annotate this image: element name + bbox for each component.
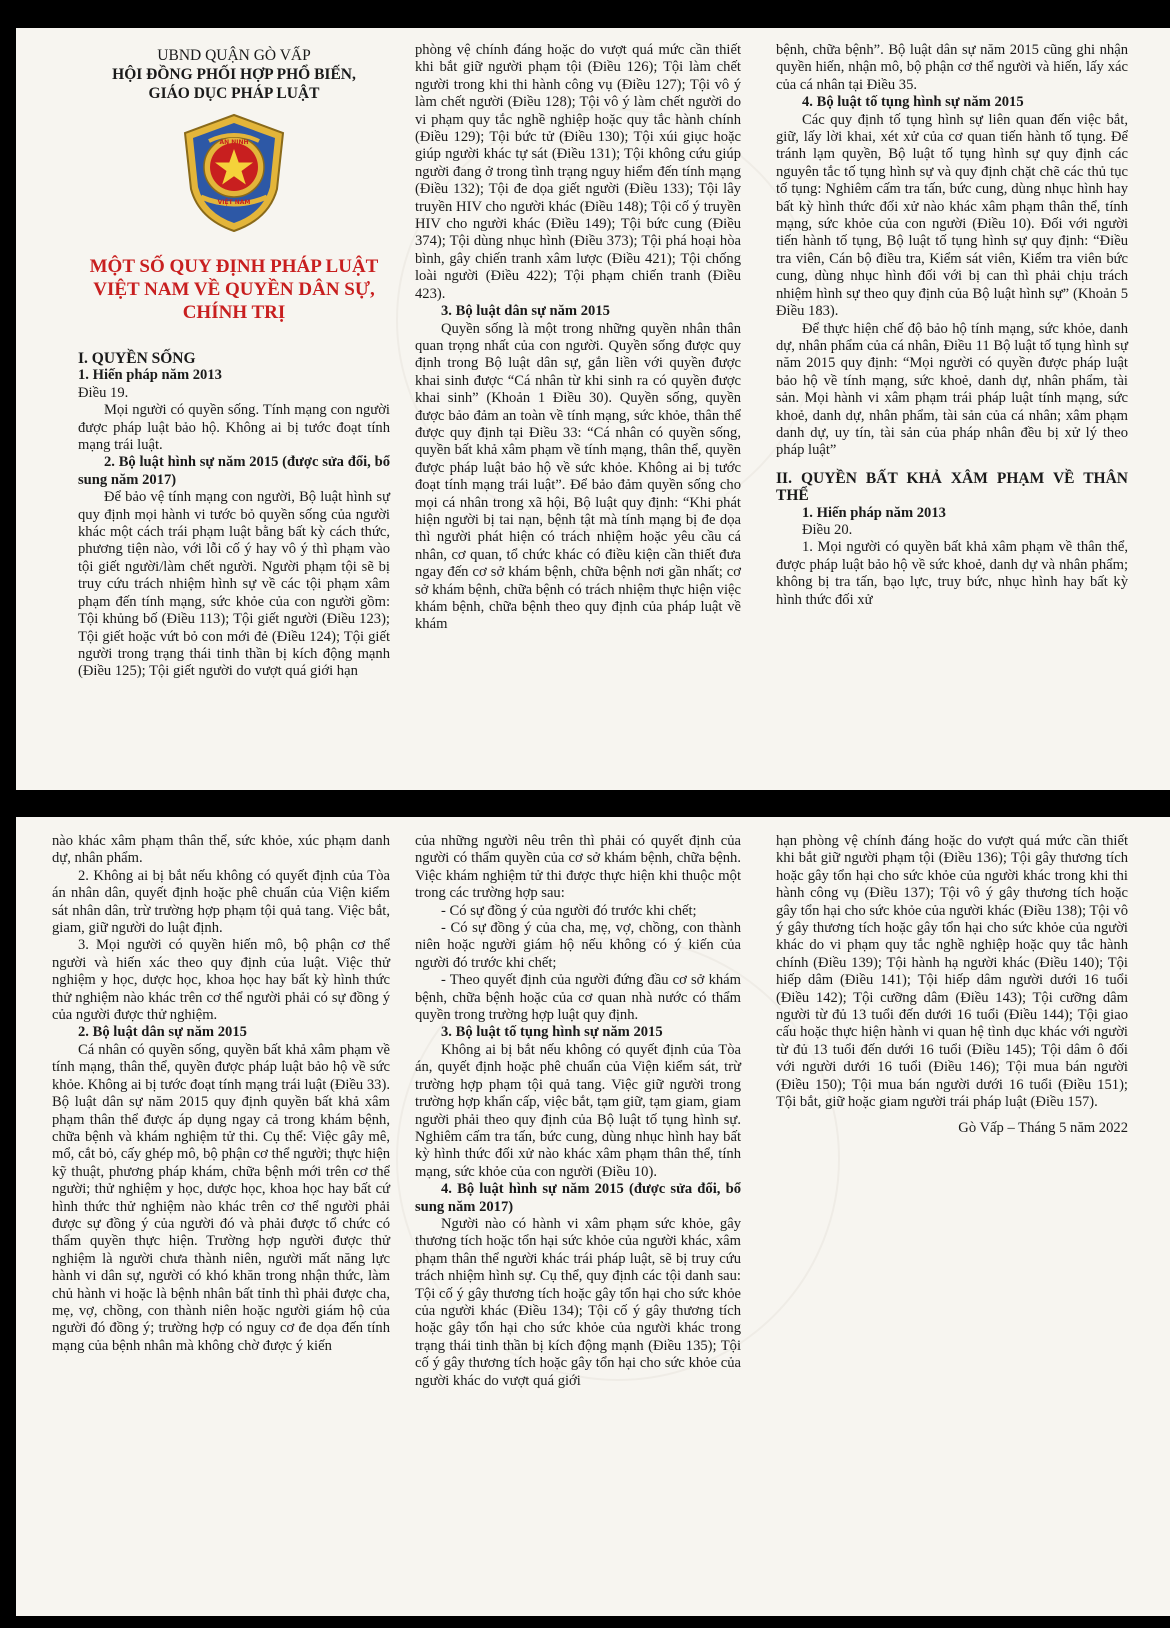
paragraph: 1. Mọi người có quyền bất khả xâm phạm về thân thể, được pháp luật bảo hộ về sức khoẻ, danh dự và nhân phẩm; không bị tra tấn, bạo lực, truy bức, nhục hình hay bất kỳ hình thức đối xử <box>776 539 1128 608</box>
paragraph: của những người nêu trên thì phải có quyết định của người có thẩm quyền của cơ sở khám bệnh, chữa bệnh. Việc khám nghiệm tử thi được thực hiện khi thuộc một trong các trường hợp sau: <box>415 833 741 902</box>
page1-col1-text <box>78 350 390 681</box>
police-emblem-icon <box>179 111 289 235</box>
chapter-heading: II. QUYỀN BẤT KHẢ XÂM PHẠM VỀ THÂN THỂ <box>776 469 1128 505</box>
signature-line: Gò Vấp – Tháng 5 năm 2022 <box>958 1119 1128 1136</box>
section-heading: 1. Hiến pháp năm 2013 <box>802 504 946 521</box>
section-heading: 4. Bộ luật hình sự năm 2015 (được sửa đổi, bổ sung năm 2017) <box>415 1181 741 1215</box>
paragraph: - Có sự đồng ý của cha, mẹ, vợ, chồng, con thành niên hoặc người giám hộ nếu không có ý kiến của người đó trước khi chết; <box>415 920 741 971</box>
page2-col1-text <box>52 833 390 1355</box>
paragraph: Điều 20. <box>802 521 853 538</box>
page2-col3-text <box>776 833 1128 1137</box>
section-heading: 2. Bộ luật dân sự năm 2015 <box>78 1024 247 1041</box>
paragraph: Để bảo vệ tính mạng con người, Bộ luật hình sự quy định mọi hành vi tước bỏ quyền sống của người khác một cách trái phạm luật bằng bất kỳ cách thức, phương tiện nào, với lỗi cố ý hay vô ý thì phạm vào tội giết người/làm chết người. Người phạm tội sẽ bị truy cứu trách nhiệm hình sự về các tội phạm xâm phạm đến tính mạng, sức khỏe của con người gồm: Tội khủng bố (Điều 113); Tội giết người (Điều 123); Tội giết hoặc vứt bỏ con mới đẻ (Điều 124); Tội giết người trong trạng thái tinh thần bị kích động mạnh (Điều 125); Tội giết người do vượt quá giới hạn <box>78 489 390 680</box>
paragraph: 3. Mọi người có quyền hiến mô, bộ phận cơ thể người và hiến xác theo quy định của luật. Việc thử nghiệm y học, dược học, khoa học hay bất kỳ hình thức thử nghiệm nào khác trên cơ thể người phải có sự đồng ý của người được thử nghiệm. <box>52 937 390 1024</box>
section-heading: 3. Bộ luật tố tụng hình sự năm 2015 <box>441 1024 663 1041</box>
title-line-1: MỘT SỐ QUY ĐỊNH PHÁP LUẬT <box>89 256 379 277</box>
title-line-2: VIỆT NAM VỀ QUYỀN DÂN SỰ, <box>93 279 375 300</box>
leaflet-page-1 <box>16 28 1170 790</box>
page1-col2-text <box>415 42 741 634</box>
emblem-text-bottom: VIỆT NAM <box>217 199 251 206</box>
page1-col3-text <box>776 42 1128 609</box>
leaflet-page-2 <box>16 817 1170 1616</box>
paragraph: Để thực hiện chế độ bảo hộ tính mạng, sức khỏe, danh dự, nhân phẩm của cá nhân, Điều 11 Bộ luật tố tụng hình sự năm 2015 quy định: “Mọi người có quyền được pháp luật bảo hộ về tính mạng, sức khoẻ, danh dự, nhân phẩm, tài sản. Mọi hành vi xâm phạm trái pháp luật tính mạng, sức khoẻ, danh dự, nhân phẩm, tài sản của cá nhân; xâm phạm danh dự, uy tín, tài sản của pháp nhân đều bị xử lý theo pháp luật” <box>776 320 1128 459</box>
paragraph: - Có sự đồng ý của người đó trước khi chết; <box>441 902 697 919</box>
paragraph: Người nào có hành vi xâm phạm sức khỏe, gây thương tích hoặc tổn hại sức khỏe của người khác, xâm phạm thân thể người khác trái pháp luật, sẽ bị truy cứu trách nhiệm hình sự. Cụ thể, quy định các tội danh sau: Tội cố ý gây thương tích hoặc gây tổn hại cho sức khỏe của người khác (Điều 134); Tội cố ý gây thương tích hoặc gây tổn hại cho sức khỏe của người khác trong trạng thái tinh thần bị kích động mạnh (Điều 135); Tội cố ý gây thương tích hoặc gây tổn hại cho sức khỏe của người khác do vượt quá giới <box>415 1215 741 1389</box>
paragraph: - Theo quyết định của người đứng đầu cơ sở khám bệnh, chữa bệnh hoặc của cơ quan nhà nước có thẩm quyền trong trường hợp luật quy định. <box>415 972 741 1024</box>
paragraph: hạn phòng vệ chính đáng hoặc do vượt quá mức cần thiết khi bắt giữ người phạm tội (Điều 136); Tội gây thương tích hoặc gây tổn hại cho sức khỏe của người khác trong khi thi hành công vụ (Điều 137); Tội vô ý gây thương tích hoặc gây tổn hại cho sức khỏe của người khác (Điều 138); Tội vô ý gây thương tích hoặc gây tổn hại cho sức khỏe của người khác do vi phạm quy tắc nghề nghiệp hoặc quy tắc hành chính (Điều 139); Tội hành hạ người khác (Điều 140); Tội hiếp dâm (Điều 141); Tội hiếp dâm người dưới 16 tuổi (Điều 142); Tội cưỡng dâm (Điều 143); Tội cưỡng dâm người từ đủ 13 tuổi đến dưới 16 tuổi (Điều 144); Tội giao cấu hoặc thực hiện hành vi quan hệ tình dục khác với người từ đủ 13 tuổi đến dưới 16 tuổi (Điều 145); Tội dâm ô đối với người dưới 16 tuổi (Điều 146); Tội mua bán người (Điều 150); Tội mua bán người dưới 16 tuổi (Điều 151); Tội bắt, giữ hoặc giam người trái pháp luật (Điều 157). <box>776 833 1128 1111</box>
paragraph: bệnh, chữa bệnh”. Bộ luật dân sự năm 2015 cũng ghi nhận quyền hiến, nhận mô, bộ phận cơ thể người và hiến, lấy xác của cá nhân tại Điều 35. <box>776 42 1128 93</box>
paragraph: Quyền sống là một trong những quyền nhân thân quan trọng nhất của con người. Quyền sống được quy định trong Bộ luật dân sự, gắn liền với quyền được khai sinh được “Cá nhân từ khi sinh ra có quyền được khai sinh” (Khoản 1 Điều 30). Quyền sống, quyền được bảo đảm an toàn về tính mạng, sức khỏe, thân thể được quy định tại Điều 33: “Cá nhân có quyền sống, quyền bất khả xâm phạm về tính mạng, thân thể, quyền được pháp luật bảo hộ về sức khỏe. Không ai bị tước đoạt tính mạng trái luật”. Để bảo đảm quyền sống cho mọi cá nhân trong xã hội, Bộ luật quy định: “Khi phát hiện người bị tai nạn, bệnh tật mà tính mạng bị đe dọa thì người phát hiện có trách nhiệm hoặc yêu cầu cá nhân, cơ quan, tổ chức khác có điều kiện cần thiết đưa ngay đến cơ sở khám bệnh, chữa bệnh nơi gần nhất; cơ sở khám bệnh, chữa bệnh có trách nhiệm thực hiện việc khám bệnh, chữa bệnh theo quy định của pháp luật về khám <box>415 320 741 633</box>
title-line-3: CHÍNH TRỊ <box>182 302 286 323</box>
paragraph: Mọi người có quyền sống. Tính mạng con người được pháp luật bảo hộ. Không ai bị tước đoạt tính mạng trái luật. <box>78 402 390 454</box>
chapter-heading: I. QUYỀN SỐNG <box>78 350 196 367</box>
page1-column-1 <box>78 46 390 681</box>
paragraph: nào khác xâm phạm thân thể, sức khỏe, xúc phạm danh dự, nhân phẩm. <box>52 833 390 867</box>
page2-column-3 <box>776 833 1128 1137</box>
section-heading: 1. Hiến pháp năm 2013 <box>78 367 222 384</box>
page1-column-2 <box>415 42 741 634</box>
org-line-1: UBND QUẬN GÒ VẤP <box>157 47 311 64</box>
org-header <box>78 46 390 103</box>
page2-column-1 <box>52 833 390 1355</box>
paragraph: Điều 19. <box>78 384 129 401</box>
paragraph: Không ai bị bắt nếu không có quyết định của Tòa án, quyết định hoặc phê chuẩn của Viện kiểm sát, trừ trường hợp phạm tội quả tang. Việc giữ người trong trường hợp khẩn cấp, việc bắt, tạm giữ, tạm giam, giam người phải theo quy định của Bộ luật tố tụng hình sự. Nghiêm cấm tra tấn, bức cung, dùng nhục hình hay bất kỳ hình thức đối xử nào khác xâm phạm thân thể, tính mạng, sức khỏe của con người (Điều 10). <box>415 1041 741 1180</box>
section-heading: 2. Bộ luật hình sự năm 2015 (được sửa đổi, bổ sung năm 2017) <box>78 454 390 488</box>
police-emblem <box>78 111 390 235</box>
org-line-2: HỘI ĐỒNG PHỐI HỢP PHỔ BIẾN, <box>112 66 356 83</box>
page2-column-2 <box>415 833 741 1390</box>
section-heading: 4. Bộ luật tố tụng hình sự năm 2015 <box>802 94 1024 111</box>
org-line-3: GIÁO DỤC PHÁP LUẬT <box>148 85 320 102</box>
paragraph: phòng vệ chính đáng hoặc do vượt quá mức cần thiết khi bắt giữ người phạm tội (Điều 126); Tội làm chết người trong khi thi hành công vụ (Điều 127); Tội vô ý làm chết người (Điều 128); Tội vô ý làm chết người do vi phạm quy tắc nghề nghiệp hoặc quy tắc hành chính (Điều 129); Tội bức tử (Điều 130); Tội xúi giục hoặc giúp người khác tự sát (Điều 131); Tội không cứu giúp người đang ở trong tình trạng nguy hiểm đến tính mạng (Điều 132); Tội đe dọa giết người (Điều 133); Tội lây truyền HIV cho người khác (Điều 148); Tội cố ý truyền HIV cho người khác (Điều 149); Tội bức cung (Điều 374); Tội dùng nhục hình (Điều 373); Tội phá hoại hòa bình, gây chiến tranh xâm lược (Điều 421); Tội chống loài người (Điều 422); Tội phạm chiến tranh (Điều 423). <box>415 42 741 302</box>
page1-column-3 <box>776 42 1128 609</box>
paragraph: 2. Không ai bị bắt nếu không có quyết định của Tòa án nhân dân, quyết định hoặc phê chuẩn của Viện kiểm sát nhân dân, trừ trường hợp phạm tội quả tang. Việc bắt, giam, giữ người do luật định. <box>52 867 390 937</box>
page2-col2-text <box>415 833 741 1390</box>
paragraph: Các quy định tố tụng hình sự liên quan đến việc bắt, giữ, lấy lời khai, xét xử của cơ quan tiến hành tố tụng. Để tránh lạm quyền, Bộ luật tố tụng hình sự quy định các nguyên tắc tố tụng hình sự và quy định chặt chẽ các thủ tục tố tụng: Nghiêm cấm tra tấn, bức cung, dùng nhục hình hay bất kỳ hình thức đối xử nào khác xâm phạm thân thể, tính mạng, sức khỏe của con người (Điều 10). Đối với người tiến hành tố tụng, Bộ luật tố tụng hình sự quy định: “Điều tra viên, Cán bộ điều tra, Kiểm sát viên, Kiểm tra viên bức cung, dùng nhục hình đối với bị can thì phải chịu trách nhiệm hình sự theo quy định của Bộ luật hình sự” (Khoản 5 Điều 183). <box>776 111 1128 320</box>
emblem-text-top: AN NINH <box>219 139 249 146</box>
leaflet-title <box>78 255 390 324</box>
paragraph: Cá nhân có quyền sống, quyền bất khả xâm phạm về tính mạng, thân thể, quyền được pháp luật bảo hộ về sức khỏe. Không ai bị tước đoạt tính mạng trái luật (Điều 33). Bộ luật dân sự năm 2015 quy định quyền bất khả xâm phạm thân thể được áp dụng ngay cả trong khám bệnh, chữa bệnh và khám nghiệm tử thi. Cụ thể: Việc gây mê, mổ, cắt bỏ, cấy ghép mô, bộ phận cơ thể người; thực hiện kỹ thuật, phương pháp khám, chữa bệnh mới trên cơ thể người; thử nghiệm y học, dược học, khoa học hay bất cứ hình thức thử nghiệm nào khác trên cơ thể người phải được sự đồng ý của người đó và phải được tổ chức có thẩm quyền thực hiện. Trường hợp người được thử nghiệm là người chưa thành niên, người mất năng lực hành vi dân sự, người có khó khăn trong nhận thức, làm chủ hành vi hoặc là bệnh nhân bất tỉnh thì phải được cha, mẹ, vợ, chồng, con thành niên hoặc người giám hộ của người đó đồng ý; trường hợp có nguy cơ đe dọa đến tính mạng của bệnh nhân mà không chờ được ý kiến <box>52 1041 390 1354</box>
section-heading: 3. Bộ luật dân sự năm 2015 <box>441 303 610 320</box>
